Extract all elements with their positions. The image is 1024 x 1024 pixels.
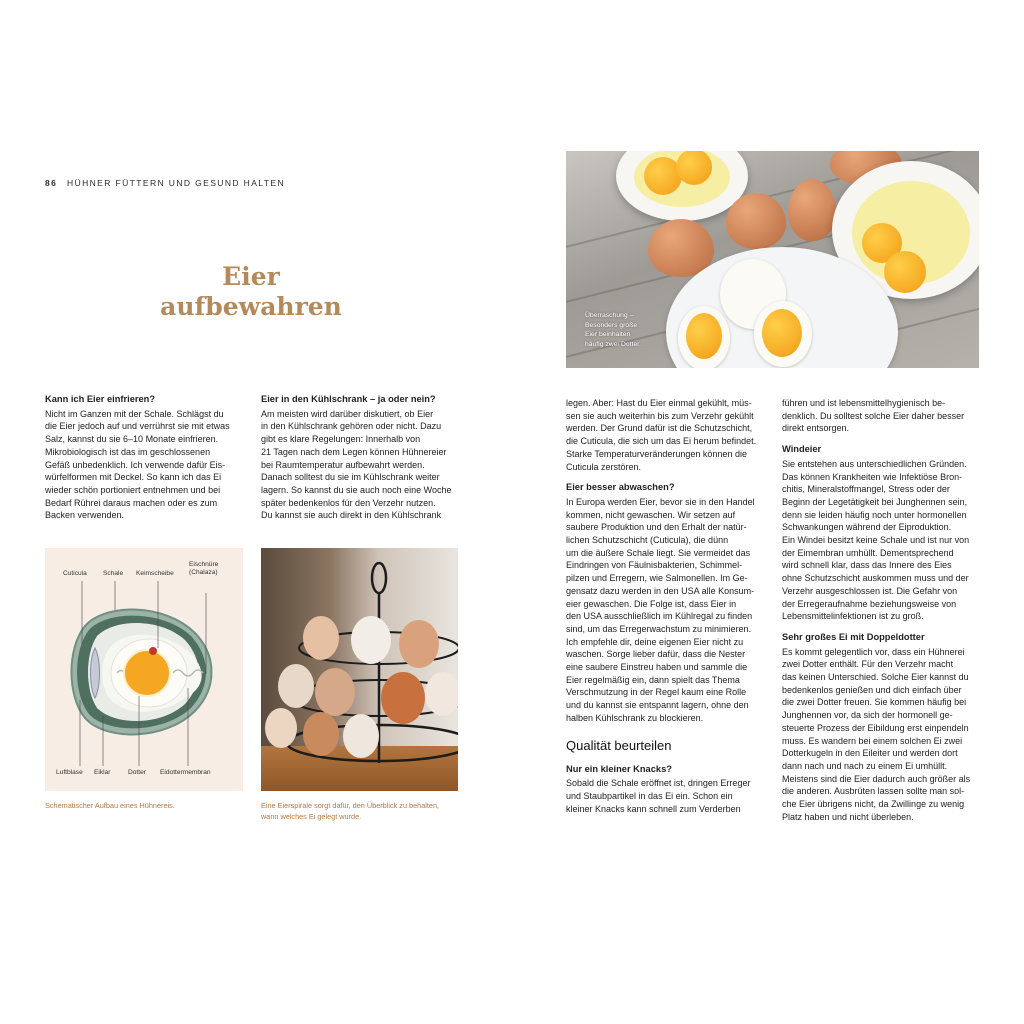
label-dotter: Dotter [128, 769, 146, 776]
label-eiklar: Eiklar [94, 769, 111, 776]
column-2 [261, 393, 466, 522]
egg-spiral-photo [261, 548, 458, 791]
paragraph-crack-continued: führen und ist lebensmittelhygienisch be- denklich. Du solltest solche Eier daher besser direkt entsorgen. [782, 398, 965, 434]
page-title [140, 262, 362, 322]
page-number: 86 [45, 178, 58, 188]
egg-anatomy-diagram [45, 548, 243, 791]
label-keimscheibe: Keimscheibe [136, 570, 174, 577]
spiral-caption: Eine Eierspirale sorgt dafür, den Überblick zu behalten, wann welches Ei gelegt wurde. [261, 801, 440, 821]
heading-crack: Nur ein kleiner Knacks? [566, 763, 672, 774]
photo-caption: Überraschung – Besonders große Eier beinhalten häufig zwei Dotter. [585, 312, 641, 348]
label-cuticula: Cuticula [63, 570, 87, 577]
column-3 [566, 397, 771, 815]
egg-anatomy-illustration [45, 548, 243, 791]
heading-double-yolk: Sehr großes Ei mit Doppeldotter [782, 631, 925, 642]
running-head [45, 178, 285, 188]
heading-fridge: Eier in den Kühlschrank – ja oder nein? [261, 394, 436, 404]
label-luftblase: Luftblase [56, 769, 83, 776]
label-eidottermembran: Eidottermembran [160, 769, 211, 776]
paragraph-freeze-eggs: Nicht im Ganzen mit der Schale. Schlägst du die Eier jedoch auf und verrührst sie mit etwas Salz, kannst du sie 6–10 Monate einfrieren. Mikrobiologisch ist das im geschlossenen Gefäß unbedenklich. Ich verwende dafür Eis- würfelformen mit Deckel. So kann ich das Ei wieder schön portioniert entnehmen und bei Bedarf Rührei daraus machen oder es zum Backen verwenden. [45, 408, 230, 521]
label-eischnuere: Eischnüre [189, 561, 219, 568]
column-1 [45, 393, 245, 522]
diagram-caption: Schematischer Aufbau eines Hühnereis. [45, 801, 175, 810]
heading-freeze-eggs: Kann ich Eier einfrieren? [45, 394, 156, 404]
paragraph-fridge-continued: legen. Aber: Hast du Eier einmal gekühlt, müs- sen sie auch weiterhin bis zum Verzehr gekühlt werden. Der Grund dafür ist die Schutzschicht, die Cuticula, die sich um das Ei herum befindet. Starke Temperaturveränderungen können die Cuticula zerstören. [566, 398, 757, 472]
title-line-2: aufbewahren [160, 292, 342, 321]
chapter-title: HÜHNER FÜTTERN UND GESUND HALTEN [67, 178, 285, 188]
paragraph-wash-eggs: In Europa werden Eier, bevor sie in den Handel kommen, nicht gewaschen. Wir setzen auf saubere Produktion und den Erhalt der natür- lichen Schutzschicht (Cuticula), die dünn um die äußere Schale liegt. Sie vermeidet das Eindringen von Fäulnisbakterien, Schimmel- pilzen und Erregern, wie Salmonellen. Im Ge- gensatz dazu werden in den USA alle Konsum- eier gewaschen. Die Folge ist, dass Eier in den USA ausschließlich im Kühlregal zu finden sind, um das Erregerwachstum zu minimieren. Ich empfehle dir, deine eigenen Eier nicht zu waschen. Sorge lieber dafür, dass die Nester eine saubere Einstreu haben und sammle die Eier regelmäßig ein, dann spielt das Thema Verschmutzung in der Regel kaum eine Rolle und du kannst sie entspannt lagern, ohne den halben Kühlschrank zu blockieren. [566, 496, 755, 723]
label-chalaza: (Chalaza) [189, 569, 218, 576]
label-schale: Schale [103, 570, 124, 577]
heading-wash-eggs: Eier besser abwaschen? [566, 482, 675, 493]
section-heading-quality: Qualität beurteilen [566, 737, 672, 753]
column-4 [782, 397, 987, 824]
heading-wind-eggs: Windeier [782, 444, 822, 455]
paragraph-crack: Sobald die Schale eröffnet ist, dringen Erreger und Staubpartikel in das Ei ein. Schon ein kleiner Knacks kann schnell zum Verderben [566, 778, 751, 814]
paragraph-wind-eggs: Sie entstehen aus unterschiedlichen Gründen. Das können Krankheiten wie Infektiöse Bron- chitis, Mineralstoffmangel, Stress oder der Beginn der Legetätigkeit bei Junghennen sein, denn sie leiden häufig noch unter hormonellen Schwankungen während der Eiproduktion. Ein Windei besitzt keine Schale und ist nur von der Eimembran umhüllt. Dementsprechend wird schnell klar, dass das Innere des Eies ohne Schutzschicht auskommen muss und der Verzehr ausgeschlossen ist. Die Gefahr von der Erregeraufnahme beziehungsweise von Lebensmittelinfektionen ist zu groß. [782, 458, 970, 622]
paragraph-fridge: Am meisten wird darüber diskutiert, ob Eier in den Kühlschrank gehören oder nicht. Dazu gibt es klare Regelungen: Innerhalb von 21 Tagen nach dem Legen können Hühnereier bei Raumtemperatur aufbewahrt werden. Danach solltest du sie im Kühlschrank weiter lagern. So kannst du sie auch noch eine Woche später bedenkenlos für den Verzehr nutzen. Du kannst sie auch direkt in den Kühlschrank [261, 408, 452, 521]
paragraph-double-yolk: Es kommt gelegentlich vor, dass ein Hühnerei zwei Dotter enthält. Für den Verzehr macht das keinen Unterschied. Solche Eier kannst du bedenkenlos genießen und dich einfach über die zwei Dotter freuen. Sie kommen häufig bei Junghennen vor, da sich der hormonell ge- steuerte Prozess der Eibildung erst einpendeln muss. Es wandern bei einem solchen Ei zwei Dotterkugeln in den Eileiter und werden dort dann nach und nach zu einem Ei umhüllt. Meistens sind die Eier dadurch auch größer als die anderen. Ausbrüten lassen sollte man sol- che Eier übrigens nicht, da Zwillinge zu wenig Platz haben und nicht überleben. [782, 646, 971, 822]
title-line-1: Eier [222, 262, 280, 291]
egg-spiral-illustration [261, 548, 458, 791]
